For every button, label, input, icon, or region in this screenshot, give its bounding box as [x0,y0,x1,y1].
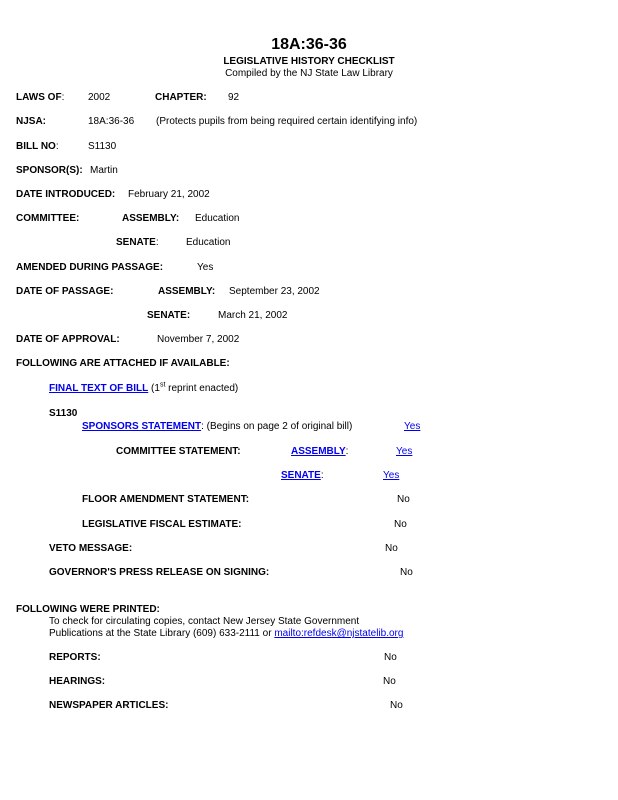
passage-assembly-label: ASSEMBLY: [158,286,216,297]
sponsors-value: Martin [90,165,118,176]
sponsors-statement-link[interactable]: SPONSORS STATEMENT [82,421,202,432]
assembly-statement-colon: : [345,446,349,457]
amended-label: AMENDED DURING PASSAGE: [16,262,164,273]
bill-no-value: S1130 [88,141,117,152]
bill-no-label: BILL NO [16,141,56,152]
assembly-statement-value-link[interactable]: Yes [396,446,413,457]
fiscal-estimate-label: LEGISLATIVE FISCAL ESTIMATE: [82,519,242,530]
date-of-passage-label: DATE OF PASSAGE: [16,286,114,297]
committee-assembly-label: ASSEMBLY: [122,213,180,224]
final-text-line [49,383,238,395]
press-release-label: GOVERNOR'S PRESS RELEASE ON SIGNING: [49,567,270,578]
committee-senate-value: Education [186,237,231,248]
committee-senate-label-group [116,237,159,249]
date-of-approval-label: DATE OF APPROVAL: [16,334,120,345]
bill-no-colon: : [55,141,59,152]
njsa-value: 18A:36-36 [88,116,135,127]
senate-statement-colon: : [320,470,324,481]
page-title: 18A:36-36 [271,36,347,53]
newspaper-label: NEWSPAPER ARTICLES: [49,700,169,711]
assembly-statement-link[interactable]: ASSEMBLY [291,446,346,457]
printed-heading: FOLLOWING WERE PRINTED: [16,604,160,615]
final-text-pre: (1 [148,383,160,394]
passage-senate-value: March 21, 2002 [218,310,288,321]
attached-bill: S1130 [49,408,78,419]
committee-senate-label: SENATE [116,237,156,248]
njsa-label: NJSA: [16,116,47,127]
committee-assembly-value: Education [195,213,240,224]
date-introduced-label: DATE INTRODUCED: [16,189,116,200]
printed-line2 [49,628,403,640]
amended-value: Yes [197,262,214,273]
sponsors-label: SPONSOR(S): [16,165,83,176]
committee-senate-group [281,470,324,482]
passage-assembly-value: September 23, 2002 [229,286,320,297]
hearings-label: HEARINGS: [49,676,106,687]
date-of-approval-value: November 7, 2002 [157,334,240,345]
committee-label: COMMITTEE: [16,213,80,224]
floor-amendment-value: No [397,494,410,505]
sponsors-statement-note: : (Begins on page 2 of original bill) [201,421,353,432]
passage-senate-label: SENATE: [147,310,191,321]
page-subtitle: LEGISLATIVE HISTORY CHECKLIST [223,56,395,67]
date-introduced-value: February 21, 2002 [128,189,210,200]
email-link[interactable]: mailto:refdesk@njstatelib.org [274,628,404,639]
chapter-label: CHAPTER: [155,92,207,103]
compiled-by: Compiled by the NJ State Law Library [225,68,393,79]
laws-of-label: LAWS OF [16,92,62,103]
laws-of-colon: : [61,92,65,103]
final-text-post: reprint enacted) [165,383,239,394]
floor-amendment-label: FLOOR AMENDMENT STATEMENT: [82,494,250,505]
fiscal-estimate-value: No [394,519,407,530]
laws-of-label-group [16,92,64,104]
committee-senate-colon: : [155,237,159,248]
reports-label: REPORTS: [49,652,101,663]
senate-statement-value-link[interactable]: Yes [383,470,400,481]
laws-of-value: 2002 [88,92,111,103]
sponsors-statement-value-link[interactable]: Yes [404,421,421,432]
veto-label: VETO MESSAGE: [49,543,133,554]
reports-value: No [384,652,397,663]
attached-heading: FOLLOWING ARE ATTACHED IF AVAILABLE: [16,358,230,369]
final-text-link[interactable]: FINAL TEXT OF BILL [49,383,149,394]
njsa-description: (Protects pupils from being required certain identifying info) [156,116,418,127]
printed-line2-text: Publications at the State Library (609) 633-2111 or [49,628,275,639]
sponsors-statement-line [82,421,352,433]
chapter-value: 92 [228,92,240,103]
printed-line1: To check for circulating copies, contact New Jersey State Government [49,616,360,627]
bill-no-label-group [16,141,59,153]
senate-statement-link[interactable]: SENATE [281,470,321,481]
committee-statement-label: COMMITTEE STATEMENT: [116,446,241,457]
newspaper-value: No [390,700,403,711]
press-release-value: No [400,567,413,578]
committee-assembly-group [291,446,348,458]
final-text-sup: st [159,381,166,389]
hearings-value: No [383,676,396,687]
veto-value: No [385,543,398,554]
